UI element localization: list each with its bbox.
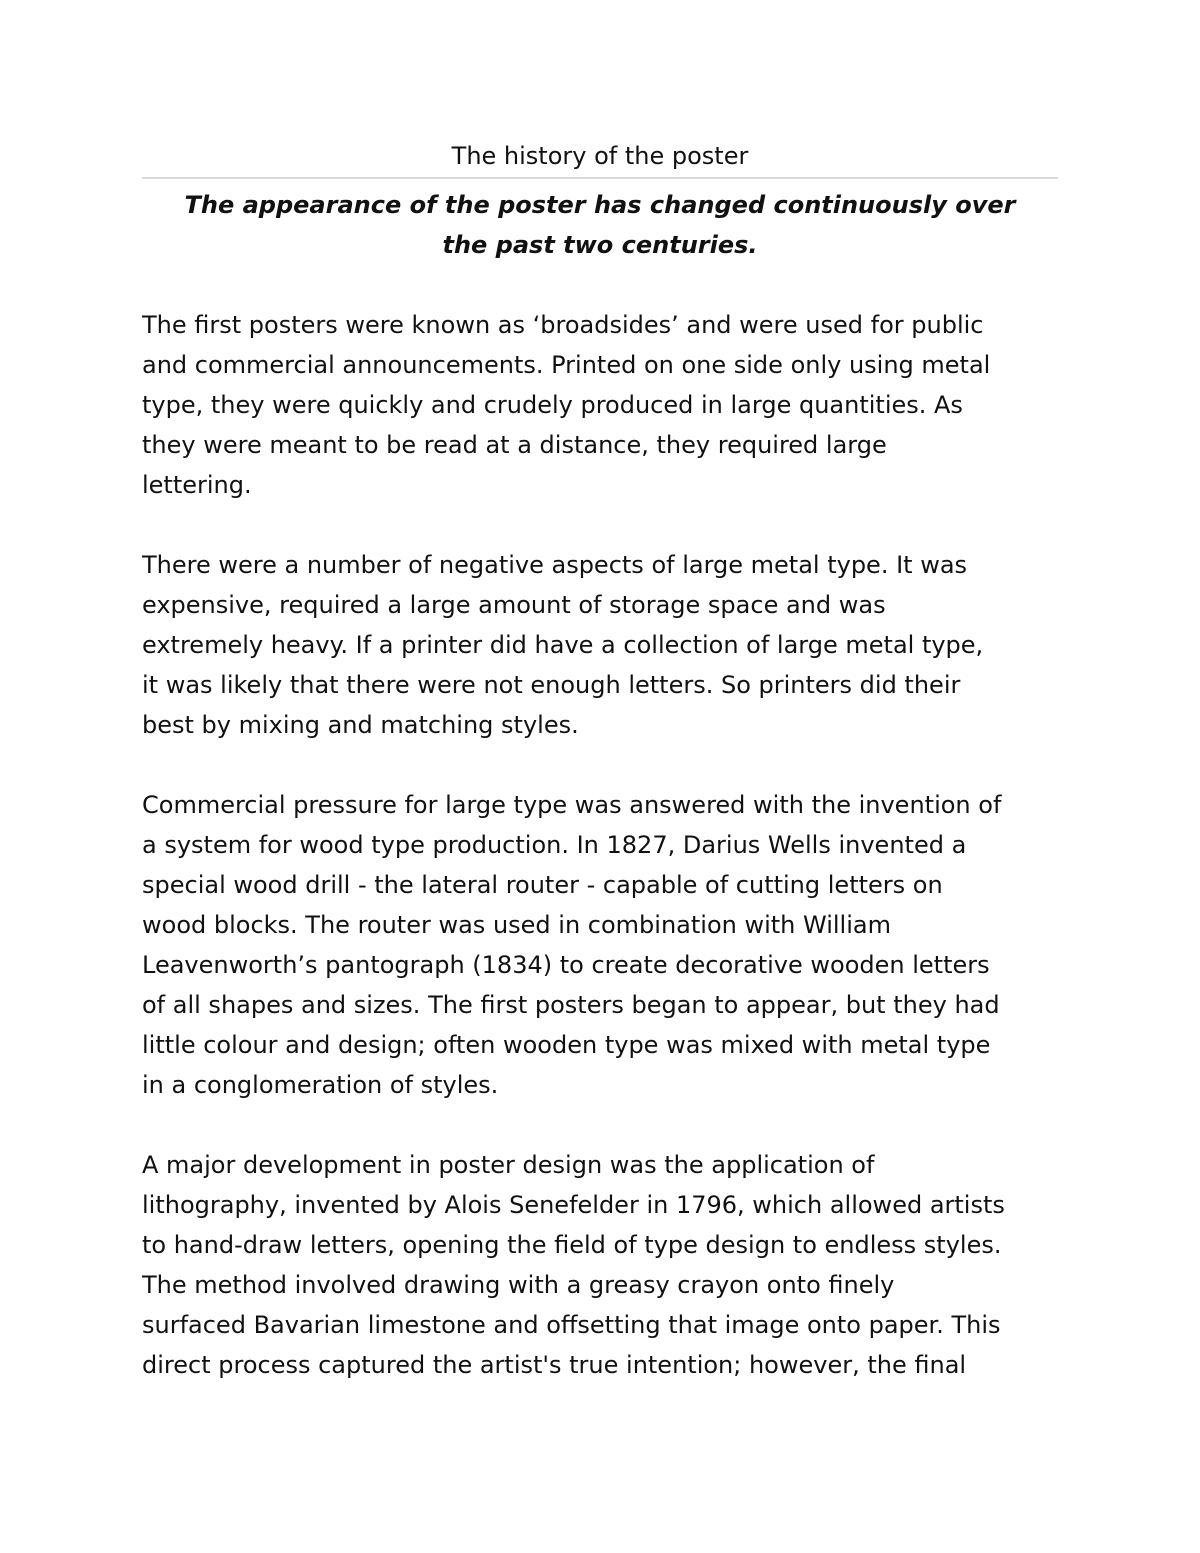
paragraph-line: There were a number of negative aspects of large metal type. It was — [142, 551, 968, 579]
paragraph-line: The method involved drawing with a greasy crayon onto finely — [142, 1271, 895, 1299]
paragraph-line: a system for wood type production. In 1827, Darius Wells invented a — [142, 831, 967, 859]
document-title: The history of the poster — [451, 142, 749, 170]
subtitle-line: the past two centuries. — [442, 231, 758, 259]
paragraph-line: expensive, required a large amount of storage space and was — [142, 591, 886, 619]
paragraph-line: A major development in poster design was the application of — [142, 1151, 875, 1179]
paragraph-broadsides — [142, 305, 1058, 505]
paragraph-metal-type — [142, 545, 1058, 745]
document-subtitle — [142, 185, 1058, 265]
paragraph-line: direct process captured the artist's true intention; however, the final — [142, 1351, 967, 1379]
paragraph-line: in a conglomeration of styles. — [142, 1071, 499, 1099]
paragraph-line: extremely heavy. If a printer did have a collection of large metal type, — [142, 631, 984, 659]
paragraph-line: The first posters were known as ‘broadsides’ and were used for public — [142, 311, 984, 339]
subtitle-line: The appearance of the poster has changed continuously over — [184, 191, 1016, 219]
paragraph-line: to hand-draw letters, opening the field of type design to endless styles. — [142, 1231, 1002, 1259]
paragraph-line: of all shapes and sizes. The first posters began to appear, but they had — [142, 991, 1000, 1019]
paragraph-line: Commercial pressure for large type was answered with the invention of — [142, 791, 1002, 819]
paragraph-line: wood blocks. The router was used in combination with William — [142, 911, 891, 939]
paragraph-wood-type — [142, 785, 1058, 1105]
title-divider — [142, 177, 1058, 179]
document-page — [142, 140, 1058, 1385]
paragraph-line: surfaced Bavarian limestone and offsetting that image onto paper. This — [142, 1311, 1001, 1339]
paragraph-line: little colour and design; often wooden type was mixed with metal type — [142, 1031, 991, 1059]
paragraph-line: special wood drill - the lateral router - capable of cutting letters on — [142, 871, 943, 899]
paragraph-lithography — [142, 1145, 1058, 1385]
paragraph-line: Leavenworth’s pantograph (1834) to create decorative wooden letters — [142, 951, 990, 979]
paragraph-line: best by mixing and matching styles. — [142, 711, 579, 739]
paragraph-line: lithography, invented by Alois Senefelder in 1796, which allowed artists — [142, 1191, 1005, 1219]
paragraph-line: they were meant to be read at a distance, they required large — [142, 431, 887, 459]
paragraph-line: it was likely that there were not enough letters. So printers did their — [142, 671, 961, 699]
paragraph-line: lettering. — [142, 471, 252, 499]
paragraph-line: and commercial announcements. Printed on one side only using metal — [142, 351, 991, 379]
paragraph-line: type, they were quickly and crudely produced in large quantities. As — [142, 391, 963, 419]
